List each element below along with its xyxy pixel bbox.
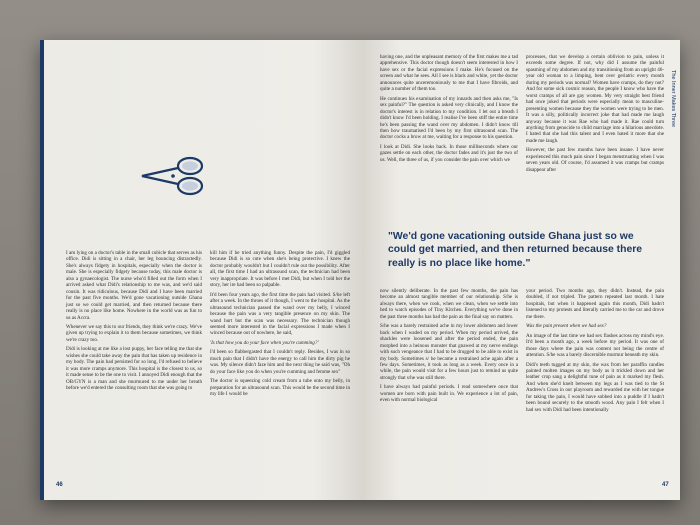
- running-head: The Inner Makes Three: [670, 70, 676, 128]
- scissors-icon: [136, 152, 208, 200]
- paragraph: 'Is that how you do your face when you're cumming?': [210, 339, 319, 346]
- magazine-spread: [40, 40, 680, 500]
- paragraph: However, the past few months have been insane. I have never experienced this much pain since I began menstruating when I was seven years old. Of course, I'd assumed it was cramps but cramps disappear after: [526, 147, 664, 173]
- page-number: 46: [56, 482, 63, 488]
- pull-quote: "We'd gone vacationing outside Ghana just so we could get married, and then returned because there really is no place like home.": [388, 231, 643, 269]
- right-page: [362, 40, 680, 500]
- paragraph: It'd been four years ago, the first time the pain had visited. S/he left after a week. In the throes of it though, I went to the hospital. As the ultrasound technician passed the wand over my belly, I winced because the pain was a very tangible presence on my skin. The wand hurt but the scan was necessary. The technician though seemed more interested in the facial expressions I made when I winced because out of nowhere, he said,: [210, 291, 350, 337]
- paragraph: processes, that we develop a certain oblivion to pain, unless it exceeds some degree. If not, why did I assume the painful spasming of my abdomen and my transitioning from an upright 46-year old woman to a limping, bent over geriatric every month during my periods was normal? Women have cramps, do they not? And for some sick cosmic reason, the people I know who have the worst cramps of all are gay women. My very straight best friend had once joked that periods were especially mean to masculine-presenting women because they the women were trying to be men. It was a silly, politically incorrect joke that had made me laugh anyway because it was Rae who had made it. Rae could turn anything from genocide to child marriage into a hilarious anecdote. I hated that she had this talent and I even hated it more that she made me laugh.: [526, 54, 664, 144]
- left-page: [40, 40, 362, 500]
- right-column-2-bottom: [526, 288, 664, 416]
- paragraph: I'd been so flabbergasted that I couldn't reply. Besides, I was in so much pain that I didn't have the energy to call him the dirty pig he was. My silence didn't faze him and the next thing he said was, "Oh do your face like you do when you're cumming and femme sex": [210, 349, 350, 375]
- paragraph: Was the pain present when we had sex?: [526, 323, 607, 330]
- paragraph: He continues his examination of my innards and then asks me, "Is sex painful?" The question is asked very clinically, and I know the doctor's interest is in relation to my condition. I let out a breath I didn't know I'd been holding. I realise I've been stiff the entire time he's been passing the wand over my abdomen. I didn't know till then how traumatised I'd been by my first ultrasound scan. The doctor cocks a brow at me, waiting for a response to his question.: [380, 95, 518, 141]
- right-column-1-bottom: [380, 288, 518, 407]
- paragraph: now silently deliberate. In the past few months, the pain has become an almost tangible member of our relationship. S/he is always there, when we cook, when we clean, when we settle into bed to watch episodes of Tiny Kitchen. Everything we've done in the past three months has had the pain as the final say on matters.: [380, 288, 518, 320]
- right-column-2-top: [526, 54, 664, 176]
- paragraph: The doctor is squeezing cold cream from a tube onto my belly, in preparation for an ultrasound scan. This would be the second time in my life I would be: [210, 378, 350, 398]
- left-column-1: [66, 250, 202, 395]
- paragraph: having one, and the unpleasant memory of the first makes me a tad apprehensive. This doctor though doesn't seem interested in how I have sex or the facial expressions I make. He's focused on the screen and what he sees. All I see is black and white, yet the doctor announces quite unceremoniously to me that I have fibroids, and quite a number of them too.: [380, 54, 518, 93]
- right-column-1-top: [380, 54, 518, 166]
- paragraph: I have always had painful periods. I read somewhere once that women are born with pain built in. We experience a lot of pain, even with normal biological: [380, 384, 518, 404]
- paragraph: Didi's teeth tugged at my skin, the wax from her paraffin candles painted molten images on my body as it trickled down and her leather crop sang a delightful tune of pain as it marked my flesh. And when she'd knelt between my legs as I was tied to the St Andrew's Cross in our playroom and rewarded me with her tongue for taking the pain, I would have sobbed into a puddle if I hadn't been bound securely to the smooth wood. Any pain I felt when I had sex with Didi had been intentionally: [526, 361, 664, 413]
- paragraph: Whenever we say this to our friends, they think we're crazy. We've given up trying to explain it to them because sometimes, we think we're crazy too.: [66, 323, 202, 343]
- paragraph: I am lying on a doctor's table in the small cubicle that serves as his office. Didi is sitting in a chair, her leg bouncing distractedly. She's always fidgety in hospitals, especially when the doctor is male. She is especially fidgety because today, this male doctor is also a gynaecologist. The nurse who'd filled out the form when I arrived asked what Didi's relationship to me was, and we'd said cousin. It was ridiculous, because Didi and I have been married for the past five months. We'd gone vacationing outside Ghana just so we could get married, and then returned because there really is no place like home. Nowhere in the world was as fun to us as Accra.: [66, 250, 202, 321]
- paragraph: your period. Two months ago, they didn't. Instead, the pain doubled, if not tripled. The pattern repeated last month. I hate hospitals, but when it happened again this month, Didi hadn't listened to my protests and literally carried me to the car and drove me there.: [526, 288, 664, 320]
- paragraph: An image of the last time we had sex flashes across my mind's eye. It'd been a month ago, a week before my period. It was one of those days where the pain was content not being the centre of attention. S/he was a barely discernible murmur beneath my skin.: [526, 332, 664, 359]
- page-number: 47: [662, 482, 669, 488]
- paragraph: S/he was a barely restrained ache in my lower abdomen and lower back when I waded on my period. When my period arrived, the shackles were loosened and after the period ended, the pain morphed into a heinous monster that gnawed at my nerve endings with such vengeance that I had to be drugged to be able to exist in my body. Sometimes s/ he became a restrained ache again after a few days. Sometimes, it took as long as a week. Every once in a while, the pain would visit for a few hours just to remind us quite strongly that s/he was still there.: [380, 323, 518, 381]
- left-column-2: [210, 250, 350, 401]
- paragraph: kill him if he tried anything funny. Despite the pain, I'd giggled because Didi is so cute when she's being protective. I knew the doctor probably wouldn't but I couldn't rule out the possibility. After all, the first time I had an ultrasound scan, the technician had been very inappropriate. It was before I met Didi, but when I told her the story, her ire had been so palpable.: [210, 250, 350, 289]
- paragraph: I look at Didi. She looks back. In those milliseconds where our gazes settle on each other, the doctor fades and it's just the two of us. Well, the three of us, if you consider the pain over which we: [380, 143, 518, 163]
- paragraph: Didi is looking at me like a lost puppy, her face telling me that she wishes she could take away the pain that has taken up residence in my body. The pain had persisted for so long, I'd refused to believe it was more cramps anymore. This hospital is the closest to us, so it made sense to be the one to visit. I annoyed Didi enough that the OB/GYN is a man and she murmured to me under her breath before we'd entered the consulting room that she was going to: [66, 346, 202, 392]
